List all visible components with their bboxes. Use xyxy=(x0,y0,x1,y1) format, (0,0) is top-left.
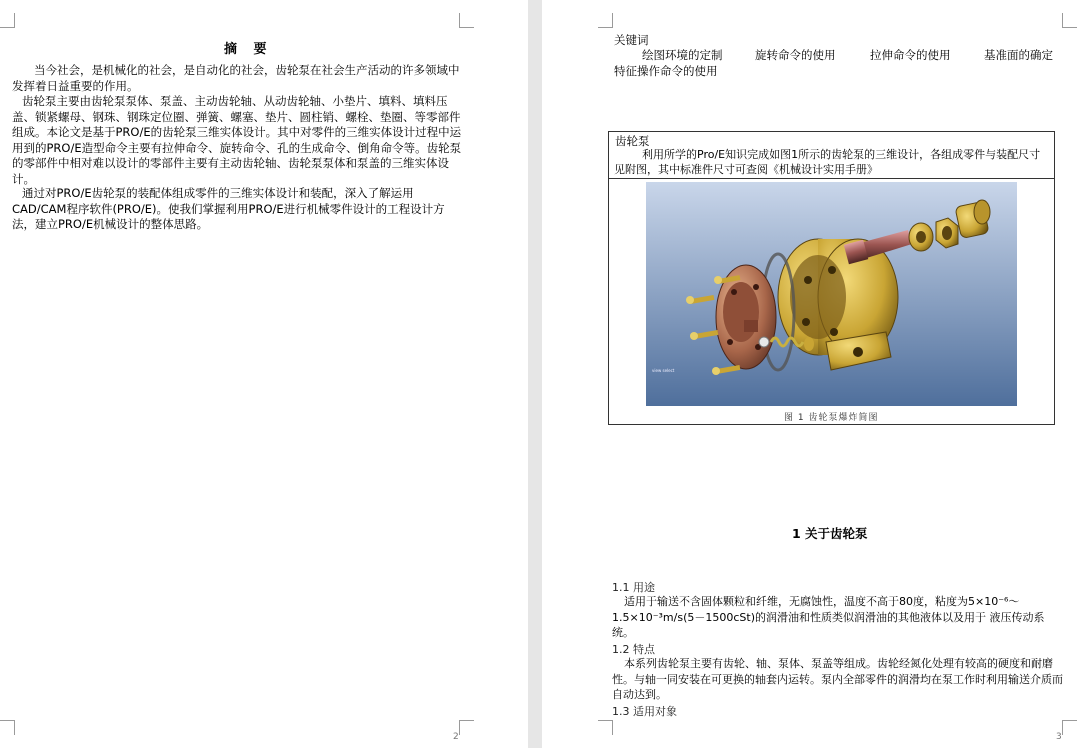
keyword-item: 绘图环境的定制 xyxy=(642,48,723,62)
abstract-paragraph: 当今社会，是机械化的社会，是自动化的社会，齿轮泵在社会生产活动的许多领域中发挥着日益重要的作用。 xyxy=(12,63,460,93)
figure-caption: 图 1 齿轮泵爆炸简图 xyxy=(784,413,879,423)
abstract-paragraph: 齿轮泵主要由齿轮泵泵体、泵盖、主动齿轮轴、从动齿轮轴、小垫片、填料、填料压盖、锁紧螺母、钢珠、钢珠定位圈、弹簧、螺塞、垫片、圆柱销、螺栓、垫圈、等零部件组成。本论文是基于PRO/E的齿轮泵三维实体设计。其中对零件的三维实体设计过程中运用到的PRO/E造型命令主要有拉伸命令、旋转命令、孔的生成命令、倒角命令等。齿轮泵的零部件中相对难以设计的零部件主要有主动齿轮轴、齿轮泵泵体和泵盖的三维实体设计。 xyxy=(12,94,462,186)
table-divider xyxy=(609,178,1054,179)
task-box-title: 齿轮泵 xyxy=(615,134,650,148)
crop-mark xyxy=(459,13,474,28)
crop-mark xyxy=(0,720,15,735)
abstract-title: 摘 要 xyxy=(224,42,273,57)
crop-mark xyxy=(598,13,613,28)
keyword-item: 旋转命令的使用 xyxy=(755,48,836,62)
keywords-label: 关键词 xyxy=(614,33,649,47)
subsection-text: 本系列齿轮泵主要有齿轮、轴、泵体、泵盖等组成。齿轮经氮化处理有较高的硬度和耐磨性。与轴一同安装在可更换的轴套内运转。泵内全部零件的润滑均在泵工作时利用输送介质而自动达到。 xyxy=(612,657,1063,701)
page-number: 2 xyxy=(453,732,459,742)
task-box xyxy=(608,131,1055,425)
gear-pump-exploded-render xyxy=(646,182,1017,406)
abstract-paragraph: 通过对PRO/E齿轮泵的装配体组成零件的三维实体设计和装配，深入了解运用CAD/CAM程序软件(PRO/E)。使我们掌握利用PRO/E进行机械零件设计的工程设计方法，建立PRO/E机械设计的整体思路。 xyxy=(12,186,445,231)
keyword-item: 特征操作命令的使用 xyxy=(614,64,718,78)
crop-mark xyxy=(0,13,15,28)
subsection-title: 1.3 适用对象 xyxy=(612,705,677,718)
gland-nut xyxy=(909,223,933,251)
subsection-title: 1.1 用途 xyxy=(612,581,655,594)
section-heading: 1 关于齿轮泵 xyxy=(792,526,868,541)
crop-mark xyxy=(598,720,613,735)
cap-nut xyxy=(955,200,990,239)
task-box-text: 利用所学的Pro/E知识完成如图1所示的齿轮泵的三维设计，各组成零件与装配尺寸见附图，其中标准件尺寸可查阅《机械设计实用手册》 xyxy=(614,148,1041,176)
document-page-right xyxy=(542,0,1091,748)
keyword-item: 基准面的确定 xyxy=(984,48,1053,62)
crop-mark xyxy=(1062,720,1077,735)
document-page-left xyxy=(0,0,528,748)
crop-mark xyxy=(1062,13,1077,28)
subsection-title: 1.2 特点 xyxy=(612,643,655,656)
render-view-label: view select xyxy=(652,368,675,373)
crop-mark xyxy=(459,720,474,735)
subsection-text: 适用于输送不含固体颗粒和纤维，无腐蚀性，温度不高于80度，粘度为5×10⁻⁶～1.5×10⁻³m/s(5－1500cSt)的润滑油和性质类似润滑油的其他液体以及用于 液压传动系统。 xyxy=(612,595,1045,639)
keyword-item: 拉伸命令的使用 xyxy=(870,48,951,62)
page-number: 3 xyxy=(1056,732,1062,742)
